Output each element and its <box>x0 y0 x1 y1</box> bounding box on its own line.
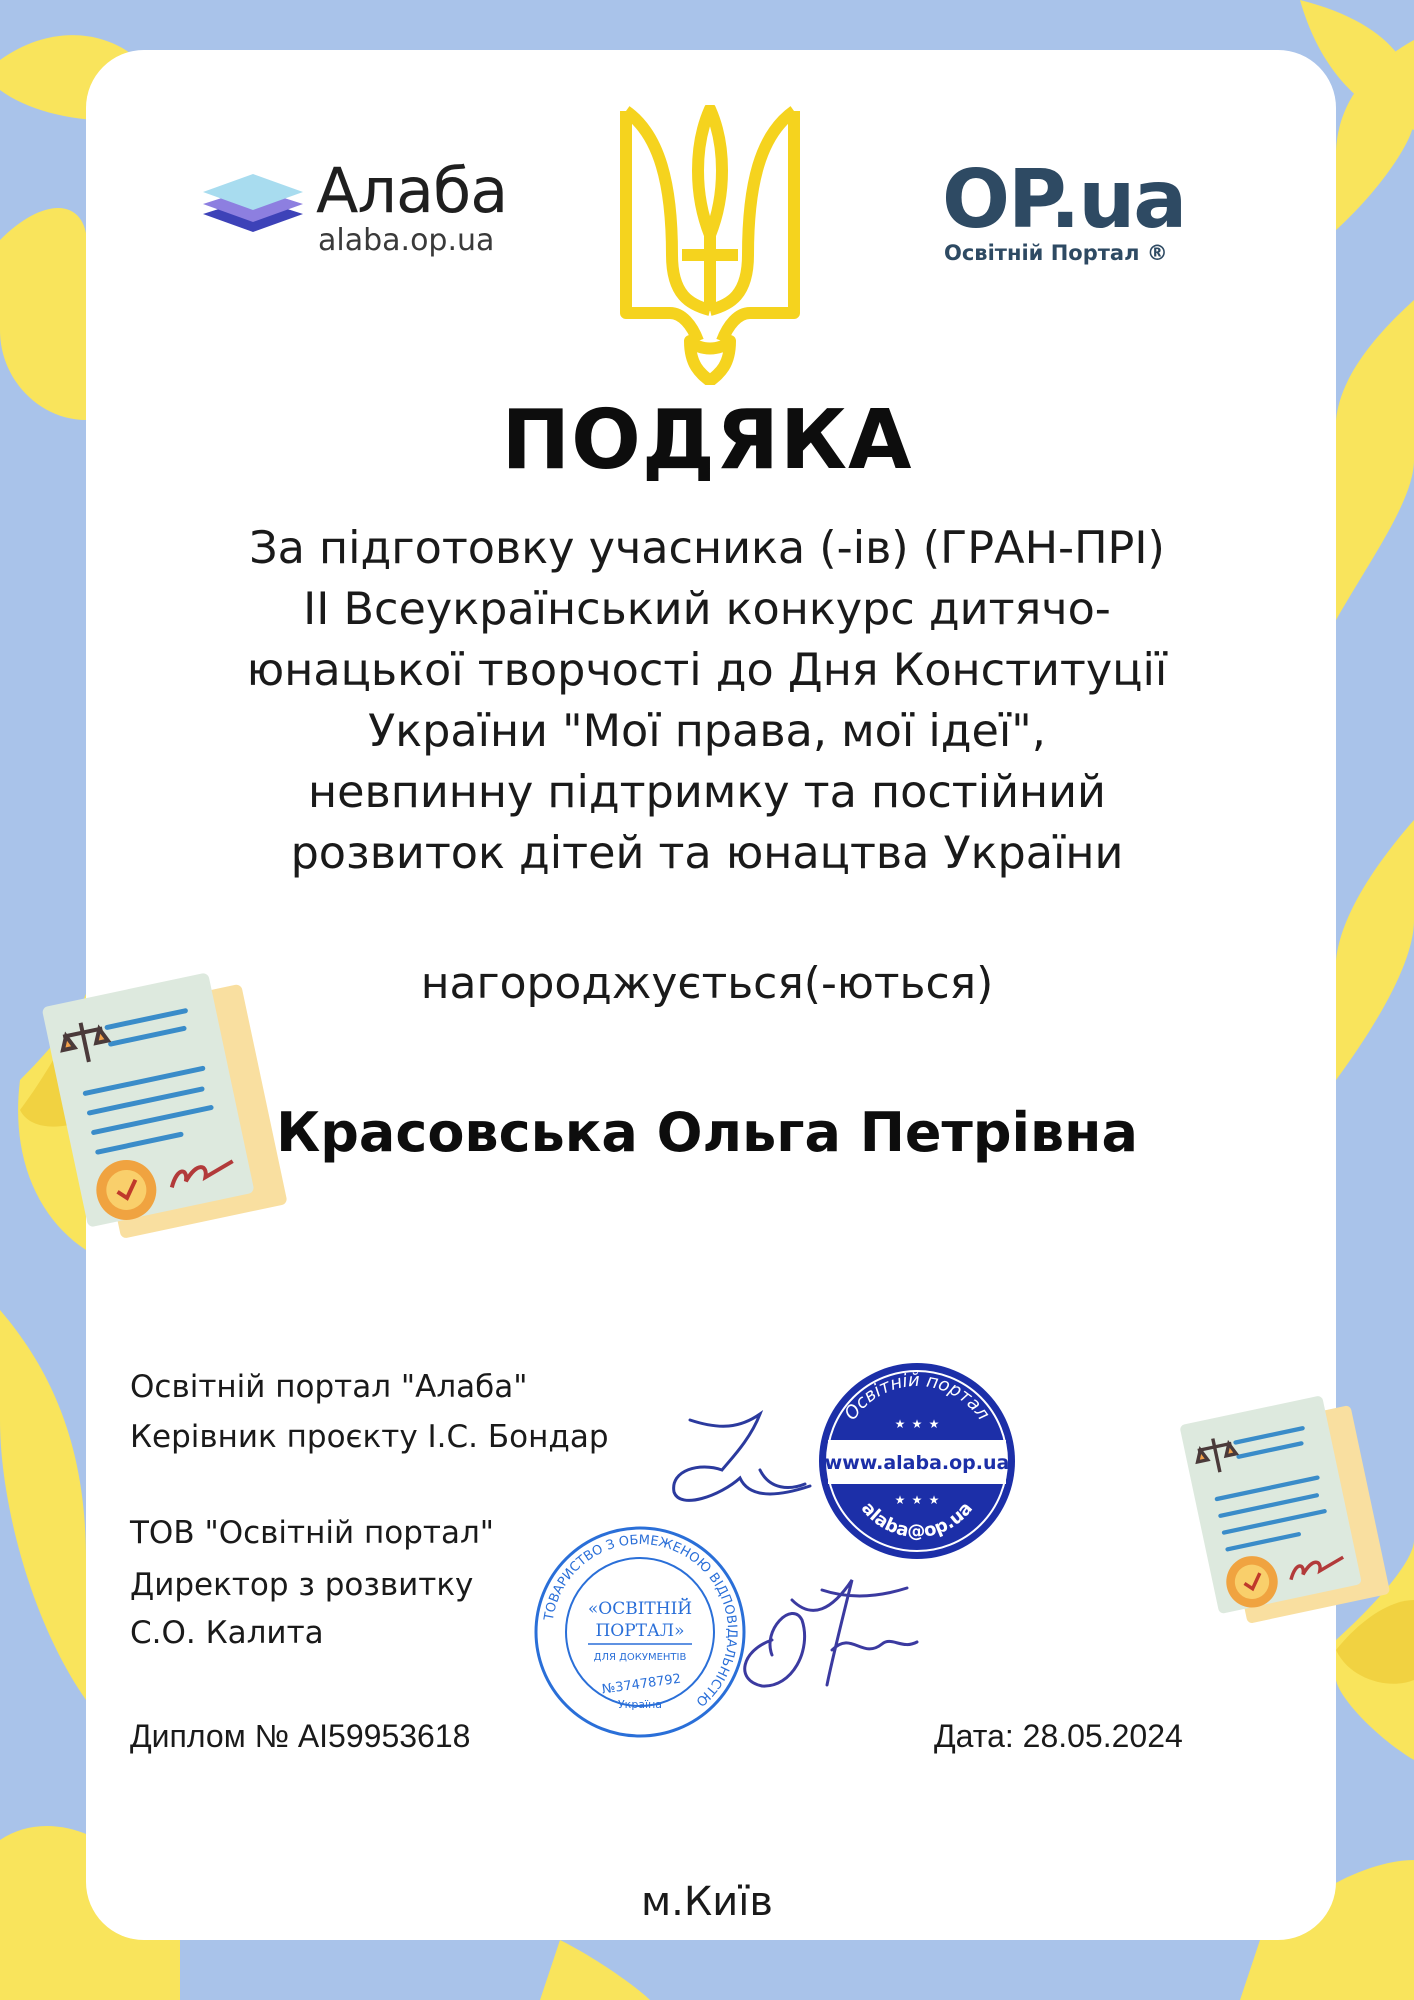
issue-date: Дата: 28.05.2024 <box>934 1718 1183 1754</box>
diploma-number: Диплом № AI59953618 <box>130 1718 471 1754</box>
svg-text:★: ★ <box>928 1417 940 1431</box>
director-name: С.О. Калита <box>130 1615 324 1651</box>
stamp-text-center: www.alaba.op.ua <box>824 1452 1010 1474</box>
stamp-text-top: Освітній портал <box>840 1369 994 1425</box>
signature-director <box>732 1560 932 1700</box>
signature-manager <box>660 1400 830 1530</box>
stamp-line-3: ДЛЯ ДОКУМЕНТІВ <box>593 1652 687 1663</box>
recipient-name: Красовська Ольга Петрівна <box>276 1101 1138 1164</box>
portal-name: Освітній портал "Алаба" <box>130 1369 528 1405</box>
op-logo-name: OP.ua <box>942 153 1186 246</box>
trident-icon <box>620 105 800 385</box>
company-name: ТОВ "Освітній портал" <box>130 1515 495 1551</box>
svg-text:★: ★ <box>928 1493 940 1507</box>
stamp-text-bottom: alaba@op.ua <box>856 1497 978 1543</box>
svg-text:★: ★ <box>894 1417 906 1431</box>
stamp-line-2: ПОРТАЛ» <box>595 1621 685 1641</box>
stamp-line-1: «ОСВІТНІЙ <box>587 1599 693 1619</box>
alaba-logo-name: Алаба <box>316 154 508 227</box>
awarded-label: нагороджується(-ються) <box>420 958 994 1009</box>
op-logo-subtitle: Освітній Портал ® <box>944 241 1168 265</box>
award-description <box>0 518 1414 884</box>
stamp-country: Україна <box>617 1698 663 1711</box>
svg-text:★: ★ <box>894 1493 906 1507</box>
alaba-logo-url: alaba.op.ua <box>318 223 495 258</box>
description-line: України "Мої права, мої ідеї", <box>368 706 1046 757</box>
description-line: розвиток дітей та юнацтва України <box>290 828 1124 879</box>
description-line: невпинну підтримку та постійний <box>308 767 1106 818</box>
city-label: м.Київ <box>641 1879 773 1925</box>
description-line: ІІ Всеукраїнський конкурс дитячо- <box>303 584 1111 635</box>
certificate-title: ПОДЯКА <box>501 393 913 488</box>
company-stamp <box>530 1522 750 1742</box>
svg-text:★: ★ <box>911 1493 923 1507</box>
alaba-stamp <box>812 1356 1022 1566</box>
manager-line: Керівник проєкту І.С. Бондар <box>130 1419 609 1455</box>
svg-text:★: ★ <box>911 1417 923 1431</box>
alaba-logo-icon <box>198 170 308 260</box>
document-illustration-icon <box>1166 1380 1406 1650</box>
stamp-code: №37478792 <box>601 1671 683 1698</box>
director-title: Директор з розвитку <box>130 1567 474 1603</box>
description-line: За підготовку учасника (-ів) (ГРАН-ПРІ) <box>249 523 1165 574</box>
description-line: юнацької творчості до Дня Конституції <box>246 645 1168 696</box>
stamp-ring-text: ТОВАРИСТВО З ОБМЕЖЕНОЮ ВІДПОВІДАЛЬНІСТЮ <box>541 1532 740 1709</box>
